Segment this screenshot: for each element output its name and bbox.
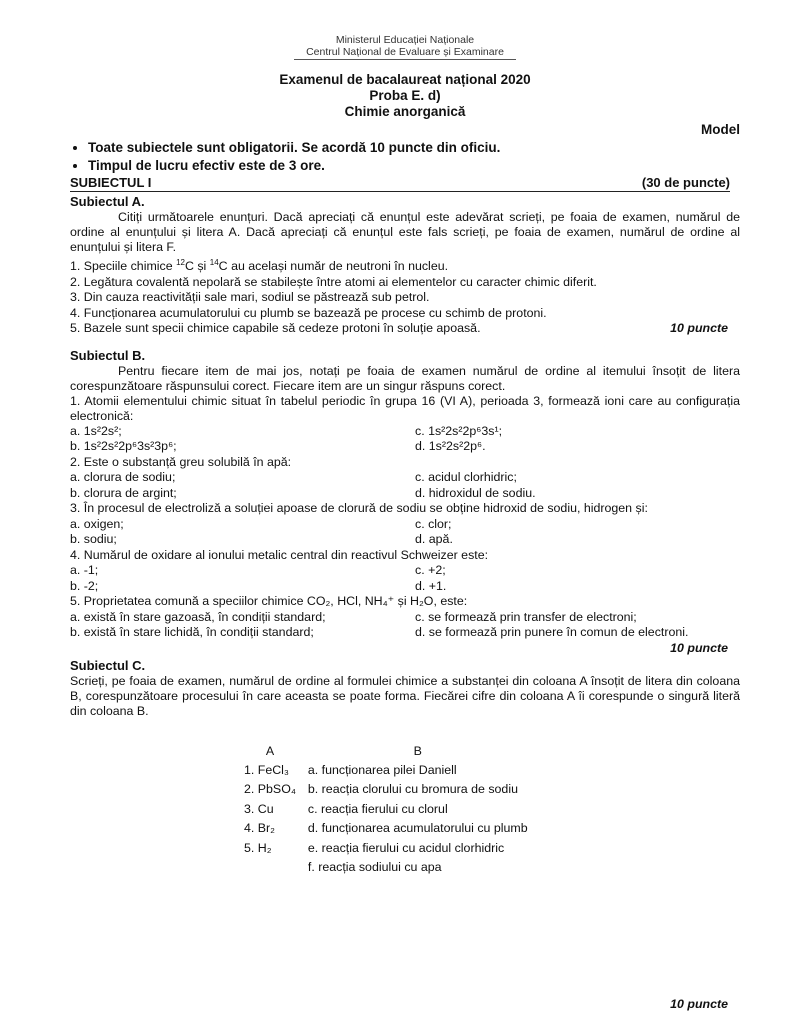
option-b: b. -2;	[70, 578, 99, 593]
column-b-item: d. funcționarea acumulatorului cu plumb	[307, 821, 528, 835]
section-c-intro: Scrieți, pe foaia de examen, numărul de ordine al formulei chimice a substanței din coloana A însoțit de litera din coloana B, corespunzătoare procesului în care aceasta se poate forma. Fiecărei cifre din coloana A îi corespunde o singură literă din coloana B.	[70, 673, 740, 718]
model-label: Model	[701, 122, 740, 137]
option-b: b. există în stare lichidă, în condiții standard;	[70, 625, 314, 639]
option-a: a. oxigen;	[70, 516, 124, 531]
center-name: Centrul Național de Evaluare și Examinare	[294, 46, 516, 60]
option-c: c. clor;	[415, 516, 452, 531]
item-2-question: 2. Este o substanță greu solubilă în apă:	[70, 454, 292, 469]
statement-3: 3. Din cauza reactivității sale mari, sodiul se păstrează sub petrol.	[70, 290, 430, 304]
item-1-options	[70, 424, 740, 455]
column-b-item: b. reacția clorului cu bromura de sodiu	[307, 782, 518, 796]
proba-title: Proba E. d)	[369, 88, 441, 103]
column-a-header: A	[265, 743, 275, 758]
matching-row	[238, 761, 534, 781]
section-c-points: 10 puncte	[670, 997, 728, 1011]
item-3-options	[70, 517, 740, 548]
item-3-question: 3. În procesul de electroliză a soluției apoase de clorură de sodiu se obține hidroxid de sodiu, hidrogen și:	[70, 501, 648, 515]
column-b-item: e. reacția fierului cu acidul clorhidric	[307, 840, 505, 855]
section-b-points: 10 puncte	[670, 640, 728, 655]
column-b-header: B	[413, 743, 422, 758]
matching-row	[238, 858, 534, 878]
statement-5: 5. Bazele sunt specii chimice capabile să cedeze protoni în soluție apoasă.	[70, 321, 481, 335]
exam-titles	[70, 72, 740, 120]
statement-2: 2. Legătura covalentă nepolară se stabilește între atomi ai elementelor cu caracter chimic diferit.	[70, 274, 597, 289]
option-b: b. 1s²2s²2p⁶3s²3p⁶;	[70, 439, 177, 453]
matching-row	[238, 800, 534, 820]
note-item: • Toate subiectele sunt obligatorii. Se acordă 10 puncte din oficiu.	[88, 139, 740, 157]
column-a-item	[238, 858, 302, 878]
document-header	[70, 34, 740, 60]
section-a-intro: Citiți următoarele enunțuri. Dacă apreciați că enunțul este adevărat scrieți, pe foaia de examen, numărul de ordine al enunțului și litera A. Dacă apreciați că enunțul este fals scrieți, pe foaia de examen, numărul de ordine al enunțului și litera F.	[70, 210, 740, 254]
statement-5-row	[70, 321, 740, 337]
matching-row	[238, 780, 534, 800]
option-a: a. există în stare gazoasă, în condiții standard;	[70, 609, 326, 624]
option-d: d. +1.	[415, 578, 447, 593]
section-a-title: Subiectul A.	[70, 194, 145, 209]
matching-table	[238, 741, 534, 878]
option-c: c. se formează prin transfer de electroni;	[415, 609, 637, 624]
note-item: • Timpul de lucru efectiv este de 3 ore.	[88, 157, 740, 175]
item-5-options	[70, 610, 740, 641]
column-a-item: 2. PbSO₄	[244, 782, 296, 796]
column-a-item: 3. Cu	[244, 801, 274, 816]
option-a: a. clorura de sodiu;	[70, 470, 176, 484]
option-d: d. se formează prin punere în comun de electroni.	[415, 625, 689, 639]
column-a-item: 4. Br₂	[244, 821, 275, 835]
column-a-item: 1. FeCl₃	[244, 762, 289, 777]
item-4-options	[70, 563, 740, 594]
ministry-name: Ministerul Educației Naționale	[335, 34, 475, 46]
subject-title: Chimie anorganică	[344, 104, 466, 119]
option-c: c. 1s²2s²2p⁶3s¹;	[415, 423, 503, 438]
option-d: d. 1s²2s²2p⁶.	[415, 439, 486, 453]
item-2-options	[70, 470, 740, 501]
option-a: a. -1;	[70, 563, 99, 577]
column-b-item: c. reacția fierului cu clorul	[307, 801, 448, 816]
column-b-item: a. funcționarea pilei Daniell	[307, 762, 457, 777]
option-b: b. sodiu;	[70, 532, 117, 546]
option-b: b. clorura de argint;	[70, 485, 177, 500]
section-a-points: 10 puncte	[670, 321, 728, 335]
section-b-intro: Pentru fiecare item de mai jos, notați pe foaia de examen numărul de ordine al itemului însoțit de litera corespunzătoare răspunsului corect. Fiecare item are un singur răspuns corect.	[70, 363, 740, 393]
column-a-item: 5. H₂	[244, 840, 272, 855]
exam-title: Examenul de bacalaureat național 2020	[279, 72, 531, 87]
option-d: d. hidroxidul de sodiu.	[415, 485, 536, 500]
matching-row	[238, 819, 534, 839]
item-4-question: 4. Numărul de oxidare al ionului metalic central din reactivul Schweizer este:	[70, 547, 489, 562]
option-c: c. acidul clorhidric;	[415, 470, 517, 484]
subject-1-label: SUBIECTUL I	[70, 175, 152, 190]
statement-4: 4. Funcționarea acumulatorului cu plumb se bazează pe procese cu schimb de protoni.	[70, 305, 547, 320]
item-1-question: 1. Atomii elementului chimic situat în tabelul periodic în grupa 16 (VI A), perioada 3, formează ioni care au configurația electronică:	[70, 393, 740, 423]
section-c-title: Subiectul C.	[70, 657, 146, 673]
matching-row	[238, 839, 534, 859]
statement-1: 1. Speciile chimice $^{12}$C și $^{14}$C au același număr de neutroni în nucleu.	[70, 257, 449, 273]
subject-1-heading	[70, 175, 730, 192]
section-b-title: Subiectul B.	[70, 347, 146, 363]
option-a: a. 1s²2s²;	[70, 423, 122, 438]
option-d: d. apă.	[415, 532, 453, 546]
exam-notes	[70, 139, 740, 175]
column-b-item: f. reacția sodiului cu apa	[307, 860, 442, 874]
item-5-question: 5. Proprietatea comună a speciilor chimice CO₂, HCl, NH₄⁺ și H₂O, este:	[70, 594, 468, 608]
matching-header-row	[238, 741, 534, 761]
option-c: c. +2;	[415, 563, 446, 577]
subject-1-points: (30 de puncte)	[641, 175, 730, 190]
